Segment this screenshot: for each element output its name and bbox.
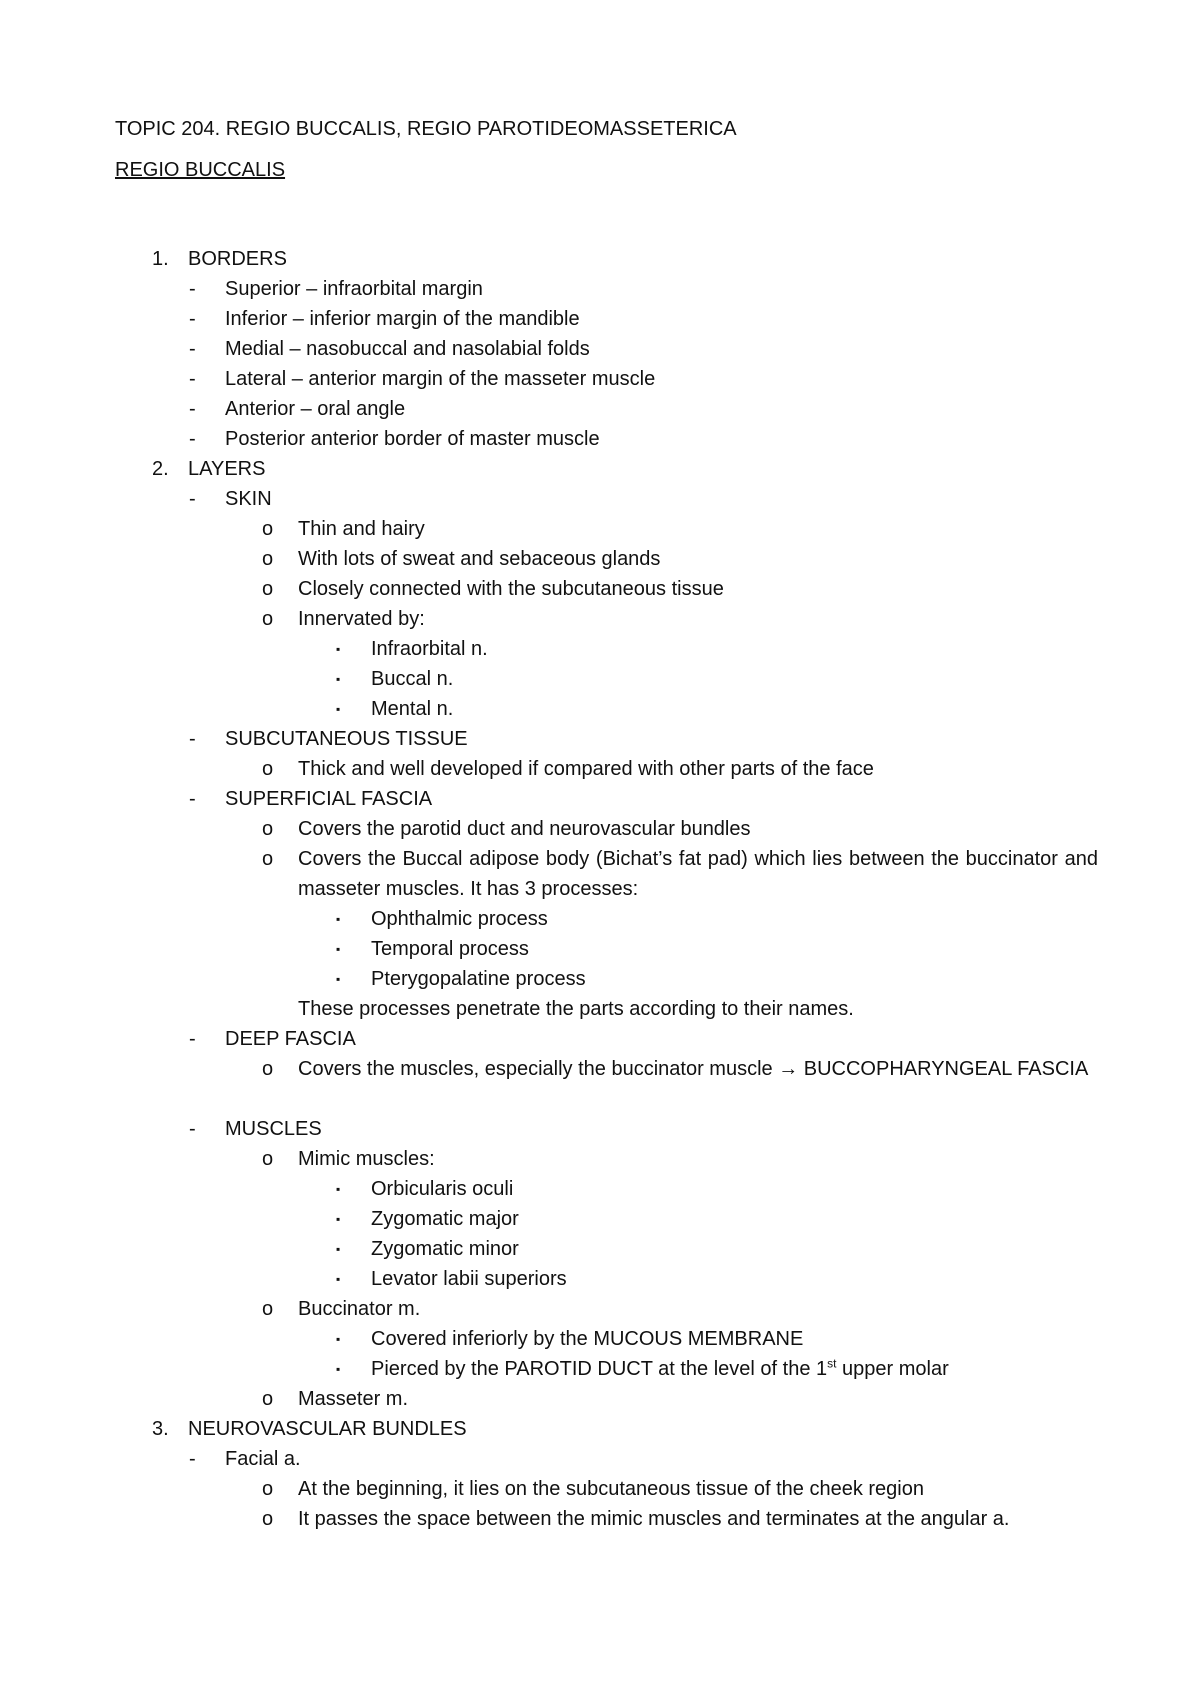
list-item <box>0 814 1200 844</box>
list-marker: 1. <box>152 248 169 270</box>
list-item <box>0 724 1200 754</box>
list-item-text: Closely connected with the subcutaneous tissue <box>298 578 724 600</box>
list-item-text: Mental n. <box>371 698 454 720</box>
list-item <box>0 1204 1200 1234</box>
list-marker: o <box>262 818 274 840</box>
list-marker: - <box>189 1118 196 1140</box>
list-marker: o <box>262 1058 274 1080</box>
list-item <box>0 514 1200 544</box>
list-item <box>0 334 1200 364</box>
list-item <box>0 844 1200 904</box>
list-item <box>0 394 1200 424</box>
list-item-text: Masseter m. <box>298 1388 409 1410</box>
list-item <box>0 1144 1200 1174</box>
list-item-text: Temporal process <box>371 938 529 960</box>
list-marker: o <box>262 1478 274 1500</box>
list-marker: - <box>189 308 196 330</box>
list-marker: o <box>262 1388 274 1410</box>
list-item <box>0 604 1200 634</box>
list-marker: - <box>189 1028 196 1050</box>
list-item-text: Buccinator m. <box>298 1298 421 1320</box>
list-item <box>0 964 1200 994</box>
list-item <box>0 1294 1200 1324</box>
list-item <box>0 1054 1200 1114</box>
list-marker: ▪ <box>336 702 341 716</box>
list-item-text: Pierced by the PAROTID DUCT at the level of the 1st upper molar <box>371 1356 949 1380</box>
list-item <box>0 634 1200 664</box>
list-marker: ▪ <box>336 1332 341 1346</box>
list-item-text: Infraorbital n. <box>371 638 488 660</box>
list-marker: - <box>189 278 196 300</box>
list-marker: o <box>262 548 274 570</box>
list-marker: o <box>262 1508 274 1530</box>
list-item <box>0 694 1200 724</box>
list-item-text: SUBCUTANEOUS TISSUE <box>225 728 468 750</box>
list-item-text: MUSCLES <box>225 1118 322 1140</box>
list-marker: ▪ <box>336 1362 341 1376</box>
list-item-text: Covered inferiorly by the MUCOUS MEMBRANE <box>371 1328 804 1350</box>
list-item-text: These processes penetrate the parts according to their names. <box>298 998 854 1020</box>
list-item-text: Posterior anterior border of master muscle <box>225 428 600 450</box>
list-marker: - <box>189 488 196 510</box>
list-item <box>0 364 1200 394</box>
list-item-text: BORDERS <box>188 248 287 270</box>
list-item-text: Facial a. <box>225 1448 301 1470</box>
list-marker: 3. <box>152 1418 169 1440</box>
list-marker: o <box>262 1298 274 1320</box>
superscript: st <box>827 1356 837 1371</box>
list-item-text: SKIN <box>225 488 272 510</box>
list-item-text: Inferior – inferior margin of the mandible <box>225 308 580 330</box>
list-item-text: Lateral – anterior margin of the masseter muscle <box>225 368 656 390</box>
list-marker: ▪ <box>336 942 341 956</box>
list-item-text: Covers the muscles, especially the buccinator muscle → BUCCOPHARYNGEAL FASCIA <box>298 1058 1089 1080</box>
list-marker: o <box>262 518 274 540</box>
list-marker: o <box>262 578 274 600</box>
list-item <box>0 1414 1200 1444</box>
list-item <box>0 1474 1200 1504</box>
section-heading: REGIO BUCCALIS <box>115 159 286 181</box>
list-item-text: Orbicularis oculi <box>371 1178 514 1200</box>
list-item-text: Zygomatic minor <box>371 1238 519 1260</box>
list-item <box>0 424 1200 454</box>
list-item-text: With lots of sweat and sebaceous glands <box>298 548 661 570</box>
list-item-text: DEEP FASCIA <box>225 1028 356 1050</box>
list-marker: - <box>189 368 196 390</box>
outline-list <box>0 244 1200 1534</box>
list-marker: ▪ <box>336 972 341 986</box>
list-item <box>0 304 1200 334</box>
list-item <box>0 1354 1200 1384</box>
list-item <box>0 934 1200 964</box>
list-item-text: Anterior – oral angle <box>225 398 406 420</box>
list-marker: - <box>189 728 196 750</box>
list-item-text: Ophthalmic process <box>371 908 548 930</box>
list-marker: - <box>189 338 196 360</box>
list-item <box>0 754 1200 784</box>
page-title: TOPIC 204. REGIO BUCCALIS, REGIO PAROTIDEOMASSETERICA <box>115 118 737 140</box>
list-item <box>0 1264 1200 1294</box>
list-marker: o <box>262 608 274 630</box>
list-item <box>0 274 1200 304</box>
list-item <box>0 1504 1200 1534</box>
list-item <box>0 904 1200 934</box>
list-marker: - <box>189 1448 196 1470</box>
list-item <box>0 1234 1200 1264</box>
list-marker: - <box>189 428 196 450</box>
list-item <box>0 1024 1200 1054</box>
list-item <box>0 1114 1200 1144</box>
list-item-text: Thin and hairy <box>298 518 425 540</box>
list-marker: 2. <box>152 458 169 480</box>
list-item-text: Superior – infraorbital margin <box>225 278 483 300</box>
list-item <box>0 574 1200 604</box>
list-item-text: SUPERFICIAL FASCIA <box>225 788 433 810</box>
list-item <box>0 244 1200 274</box>
list-marker: ▪ <box>336 672 341 686</box>
list-item <box>0 484 1200 514</box>
list-marker: ▪ <box>336 1212 341 1226</box>
list-item <box>0 1444 1200 1474</box>
list-marker: o <box>262 1148 274 1170</box>
list-item-text: Innervated by: <box>298 608 425 630</box>
list-marker: - <box>189 788 196 810</box>
list-marker: o <box>262 848 274 870</box>
list-item <box>0 1174 1200 1204</box>
list-item-text: At the beginning, it lies on the subcutaneous tissue of the cheek region <box>298 1478 924 1500</box>
list-item-text: Covers the Buccal adipose body (Bichat’s fat pad) which lies between the buccinator and masseter muscles. It has 3 processes: <box>298 848 1098 900</box>
list-marker: - <box>189 398 196 420</box>
list-item-text: Covers the parotid duct and neurovascular bundles <box>298 818 751 840</box>
list-item-text: Levator labii superiors <box>371 1268 567 1290</box>
list-item <box>0 664 1200 694</box>
list-item-text: Buccal n. <box>371 668 454 690</box>
list-item <box>0 784 1200 814</box>
list-item-text: It passes the space between the mimic muscles and terminates at the angular a. <box>298 1508 1010 1530</box>
list-item <box>0 994 1200 1024</box>
list-marker: ▪ <box>336 912 341 926</box>
list-item-text: Pterygopalatine process <box>371 968 586 990</box>
list-item <box>0 1324 1200 1354</box>
list-item-text: Mimic muscles: <box>298 1148 435 1170</box>
list-item-text: LAYERS <box>188 458 266 480</box>
list-marker: ▪ <box>336 642 341 656</box>
list-item-text: Zygomatic major <box>371 1208 519 1230</box>
list-item <box>0 544 1200 574</box>
list-item <box>0 1384 1200 1414</box>
list-marker: ▪ <box>336 1182 341 1196</box>
list-marker: ▪ <box>336 1272 341 1286</box>
list-marker: ▪ <box>336 1242 341 1256</box>
list-item-text: Medial – nasobuccal and nasolabial folds <box>225 338 590 360</box>
list-marker: o <box>262 758 274 780</box>
list-item <box>0 454 1200 484</box>
list-item-text: NEUROVASCULAR BUNDLES <box>188 1418 467 1440</box>
list-item-text: Thick and well developed if compared with other parts of the face <box>298 758 874 780</box>
